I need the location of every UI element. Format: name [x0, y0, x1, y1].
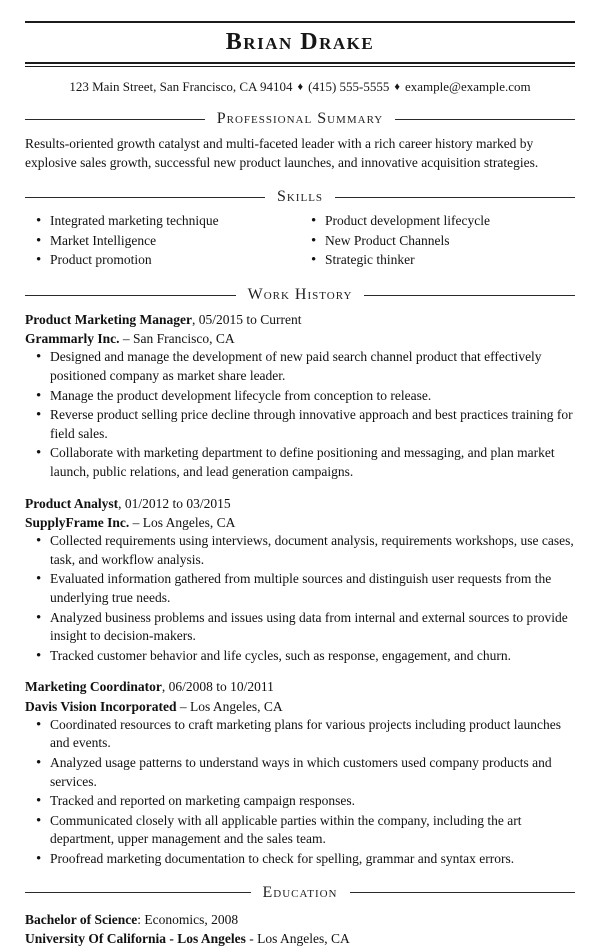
job-location: – Los Angeles, CA — [129, 514, 236, 530]
job-bullet: • Evaluated information gathered from multiple sources and distinguish user requests from the underlying true needs. — [25, 570, 575, 607]
section-title-skills: Skills — [276, 188, 324, 206]
education-degree-detail: : Economics, 2008 — [137, 911, 239, 927]
contact-phone: (415) 555-5555 — [308, 79, 390, 95]
job-role: Product Analyst — [25, 495, 119, 511]
job-bullet: • Collaborate with marketing department to define positioning and messaging, and plan market launch, public relations, and lead generation campaigns. — [25, 444, 575, 481]
job-bullet: • Proofread marketing documentation to check for spelling, grammar and syntax errors. — [25, 850, 575, 869]
section-title-education: Education — [262, 883, 338, 901]
education-school: University Of California - Los Angeles — [25, 930, 246, 946]
job-bullet: • Analyzed usage patterns to understand ways in which customers used company products and services. — [25, 754, 575, 791]
job-bullet-list — [25, 532, 575, 665]
job-bullet: • Reverse product selling price decline through innovative approach and best practices training for field sales. — [25, 406, 575, 443]
education-entry — [25, 910, 575, 948]
education-degree: Bachelor of Science — [25, 911, 138, 927]
skill-item: • Strategic thinker — [300, 251, 575, 270]
job-title-line — [25, 310, 575, 329]
skill-item: • Market Intelligence — [25, 232, 300, 251]
job-bullet: • Tracked and reported on marketing campaign responses. — [25, 792, 575, 811]
job-company-line — [25, 329, 575, 348]
section-rule-left — [25, 892, 251, 893]
skill-item: • Product promotion — [25, 251, 300, 270]
section-rule-right — [350, 892, 576, 893]
diamond-separator-icon: ♦ — [297, 81, 304, 94]
skill-item: • New Product Channels — [300, 232, 575, 251]
job-bullet-list — [25, 348, 575, 481]
header-double-rule — [25, 62, 575, 67]
job-dates: , 06/2008 to 10/2011 — [161, 679, 274, 695]
education-school-line — [25, 929, 575, 948]
section-header-skills — [25, 188, 575, 206]
job-company-line — [25, 697, 575, 716]
skills-columns — [25, 212, 575, 271]
job-company: Grammarly Inc. — [25, 331, 120, 347]
job-bullet: • Collected requirements using interviews, document analysis, requirements workshops, use cases, task, and workflow analysis. — [25, 532, 575, 569]
job-entry — [25, 310, 575, 482]
job-company: Davis Vision Incorporated — [25, 698, 177, 714]
job-bullet: • Designed and manage the development of new paid search channel product that effectively positioned company as market share leader. — [25, 348, 575, 385]
job-company: SupplyFrame Inc. — [25, 514, 130, 530]
section-header-education — [25, 884, 575, 902]
job-role: Marketing Coordinator — [25, 679, 162, 695]
job-bullet: • Tracked customer behavior and life cycles, such as response, engagement, and churn. — [25, 647, 575, 666]
job-bullet: • Communicated closely with all applicable parties within the company, including the art department, upper management and the sales team. — [25, 812, 575, 849]
skill-item: • Product development lifecycle — [300, 212, 575, 231]
contact-email: example@example.com — [404, 79, 531, 95]
job-dates: , 05/2015 to Current — [191, 312, 302, 328]
diamond-separator-icon: ♦ — [394, 81, 400, 94]
skills-column-right — [300, 212, 575, 271]
section-header-professional-summary — [25, 110, 575, 128]
job-bullet: • Analyzed business problems and issues using data from internal and external sources to provide insight to decision-makers. — [25, 609, 575, 646]
job-bullet: • Coordinated resources to craft marketing plans for various projects including product launches and events. — [25, 716, 575, 753]
contact-line — [25, 79, 575, 95]
skills-column-left — [25, 212, 300, 271]
professional-summary-text: Results-oriented growth catalyst and multi-faceted leader with a rich career history marked by explosive sales growth, successful new product launches, and innovative acquisition strategies. — [25, 136, 539, 171]
contact-address: 123 Main Street, San Francisco, CA 94104 — [69, 79, 293, 95]
section-header-work-history — [25, 286, 575, 304]
job-entry — [25, 494, 575, 666]
section-rule-left — [25, 119, 205, 120]
section-rule-right — [364, 295, 575, 296]
education-degree-line — [25, 910, 575, 929]
job-title-line — [25, 494, 575, 513]
section-title-work-history: Work History — [247, 286, 353, 304]
job-bullet-list — [25, 716, 575, 869]
header-top-rule — [25, 21, 575, 23]
job-company-line — [25, 513, 575, 532]
job-role: Product Marketing Manager — [25, 312, 192, 328]
job-bullet: • Manage the product development lifecycle from conception to release. — [25, 387, 575, 406]
skill-item: • Integrated marketing technique — [25, 212, 300, 231]
section-title-professional-summary: Professional Summary — [216, 110, 384, 128]
section-rule-left — [25, 197, 265, 198]
section-rule-right — [395, 119, 575, 120]
job-title-line — [25, 677, 575, 696]
job-location: – San Francisco, CA — [119, 331, 235, 347]
resume-page — [0, 21, 600, 946]
education-school-detail: - Los Angeles, CA — [245, 930, 350, 946]
job-entry — [25, 677, 575, 868]
person-name: Brian Drake — [225, 29, 375, 55]
job-location: – Los Angeles, CA — [176, 698, 283, 714]
section-rule-left — [25, 295, 236, 296]
section-rule-right — [335, 197, 575, 198]
job-dates: , 01/2012 to 03/2015 — [118, 495, 231, 511]
